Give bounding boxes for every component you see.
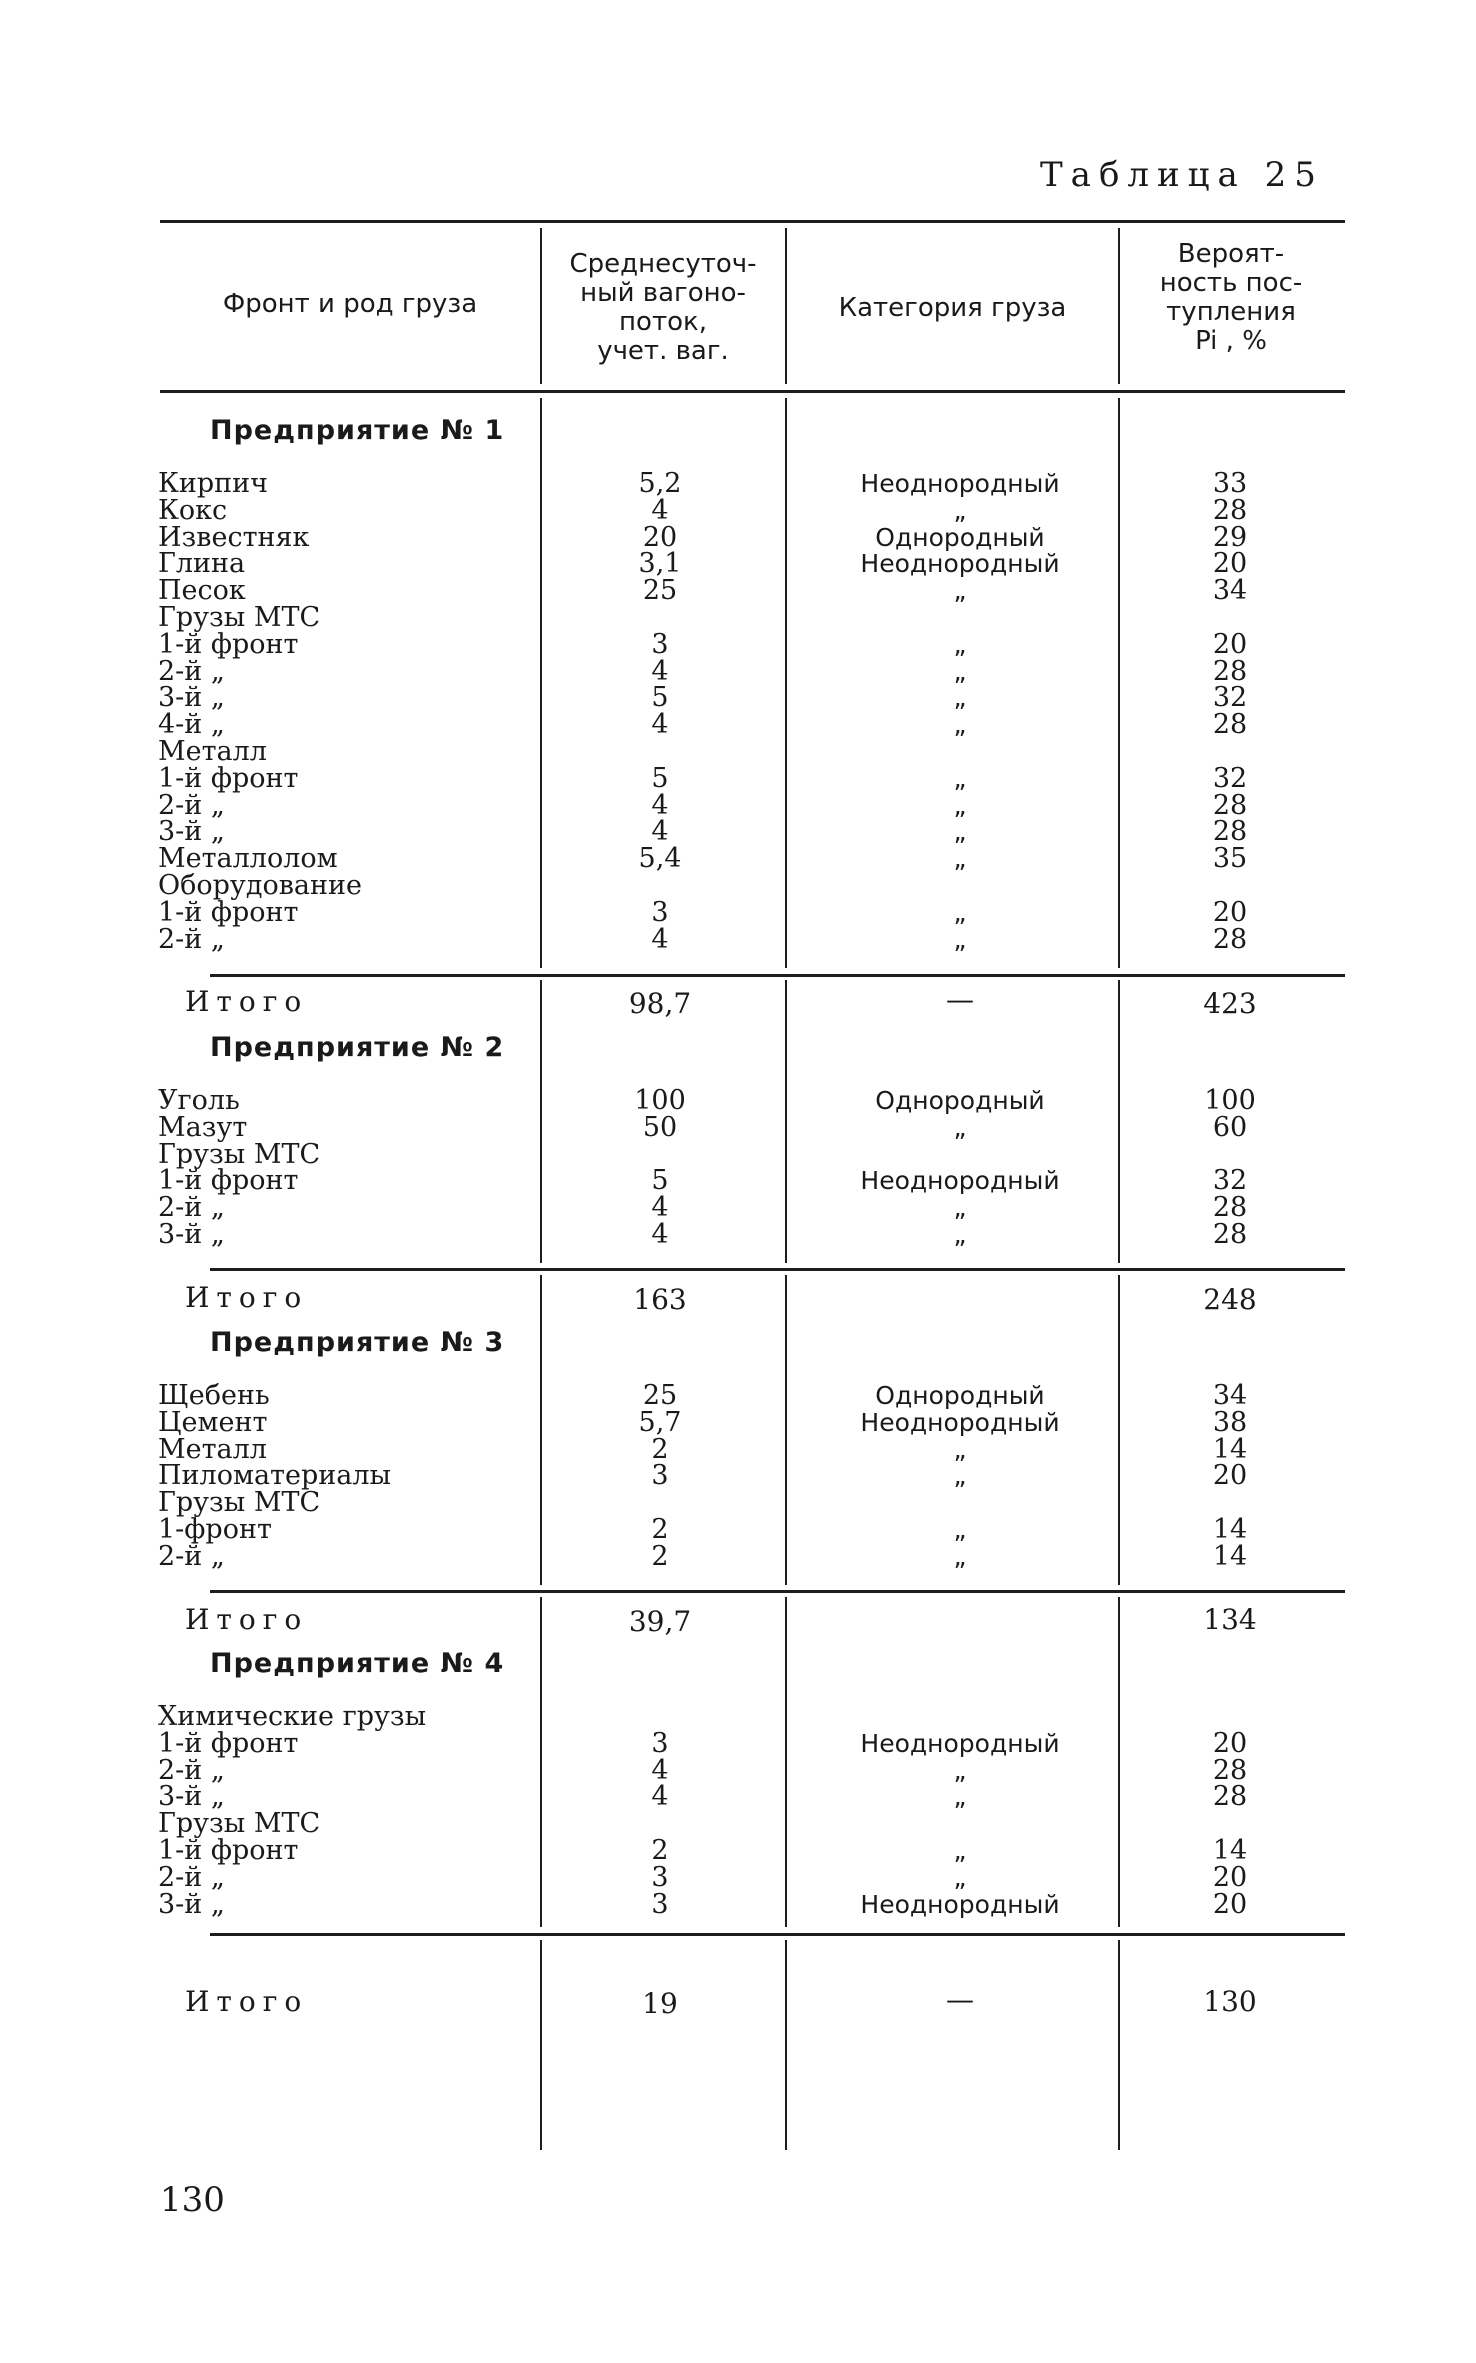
cargo-name: Оборудование (158, 870, 362, 901)
cargo-flow: 4 (651, 923, 669, 955)
table-row (0, 816, 1476, 848)
total-rule-2 (210, 1268, 1345, 1271)
header-flow: Среднесуточ- ный вагоно- поток, учет. ваг. (569, 249, 757, 367)
cargo-probability: 14 (1212, 1835, 1248, 1866)
cargo-category: „ (953, 924, 967, 954)
table-row (0, 1754, 1476, 1786)
table-row (0, 923, 1476, 955)
cargo-probability: 29 (1212, 521, 1248, 553)
table-row (0, 1433, 1476, 1465)
total-label-2: Итого (185, 1281, 309, 1314)
table-row (0, 709, 1476, 741)
total-prob-3: 134 (1203, 1603, 1257, 1636)
enterprise-title-2: Предприятие № 2 (210, 1032, 505, 1063)
cargo-flow: 5,2 (638, 468, 682, 499)
table-row (0, 1727, 1476, 1759)
cargo-probability: 20 (1212, 896, 1248, 928)
cargo-probability: 28 (1212, 816, 1248, 848)
cargo-probability: 28 (1212, 923, 1248, 955)
cargo-category: Однородный (875, 522, 1045, 552)
cargo-name: Глина (158, 548, 246, 580)
body-divider (540, 1940, 542, 2150)
table-row (0, 604, 1476, 631)
table-row (0, 628, 1476, 660)
cargo-category: „ (953, 629, 967, 659)
cargo-category: „ (953, 576, 967, 606)
cargo-name: 1-й фронт (158, 1835, 299, 1866)
table-row (0, 1111, 1476, 1143)
cargo-flow: 2 (651, 1433, 669, 1465)
cargo-name: Уголь (158, 1085, 240, 1116)
cargo-flow: 2 (651, 1514, 669, 1545)
table-row (0, 1516, 1476, 1543)
cargo-name: Цемент (158, 1406, 268, 1438)
cargo-category: Однородный (875, 1086, 1045, 1115)
cargo-name: 1-й фронт (158, 628, 299, 660)
cargo-name: Пиломатериалы (158, 1460, 391, 1492)
table-row (0, 1781, 1476, 1813)
cargo-category: „ (953, 710, 967, 740)
cargo-flow: 4 (651, 789, 669, 821)
cargo-name: 3-й „ (158, 1781, 225, 1813)
cargo-name: Металл (158, 736, 267, 767)
cargo-name: Кирпич (158, 468, 269, 499)
cargo-category: „ (953, 1220, 967, 1249)
cargo-category: Неоднородный (860, 469, 1060, 498)
header-cargo: Фронт и род груза (222, 289, 478, 319)
cargo-flow: 5 (651, 762, 669, 794)
table-row (0, 872, 1476, 899)
cargo-probability: 28 (1212, 655, 1248, 687)
cargo-category: Неоднородный (860, 1166, 1060, 1196)
table-caption: Таблица 25 (1040, 155, 1324, 195)
cargo-probability: 28 (1212, 709, 1248, 741)
cargo-name: 2-й „ (158, 923, 225, 955)
table-row (0, 470, 1476, 497)
cargo-name: 2-й „ (158, 789, 225, 821)
table-row (0, 1165, 1476, 1197)
cargo-category: „ (953, 683, 967, 713)
cargo-category: „ (953, 844, 967, 874)
page-number: 130 (160, 2180, 225, 2220)
total-label-3: Итого (185, 1603, 309, 1636)
cargo-category: „ (953, 790, 967, 820)
cargo-probability: 28 (1212, 1192, 1248, 1224)
table-row (0, 896, 1476, 928)
total-flow-2: 163 (633, 1283, 687, 1316)
header-category: Категория груза (838, 293, 1067, 323)
total-flow-3: 39,7 (628, 1605, 692, 1638)
cargo-flow: 4 (651, 655, 669, 687)
cargo-probability: 28 (1212, 494, 1248, 526)
enterprise-title-4: Предприятие № 4 (210, 1648, 505, 1679)
cargo-flow: 25 (642, 575, 678, 607)
cargo-probability: 28 (1212, 1754, 1248, 1786)
table-row (0, 682, 1476, 714)
table-row (0, 762, 1476, 794)
header-probability: Вероят- ность пос- тупления Pi , % (1159, 239, 1303, 357)
header-divider-2 (785, 228, 787, 384)
cargo-flow: 4 (651, 816, 669, 848)
cargo-category: „ (953, 1782, 967, 1812)
cargo-category: „ (953, 817, 967, 847)
table-row (0, 494, 1476, 526)
cargo-probability: 20 (1212, 1727, 1248, 1759)
table-row (0, 738, 1476, 765)
cargo-flow: 3 (651, 1888, 669, 1920)
cargo-name: 2-й „ (158, 1754, 225, 1786)
table-row (0, 1192, 1476, 1224)
cargo-probability: 28 (1212, 789, 1248, 821)
cargo-flow: 2 (651, 1540, 669, 1572)
header-bottom-rule (160, 390, 1345, 393)
table-row (0, 575, 1476, 607)
cargo-probability: 32 (1212, 682, 1248, 714)
cargo-name: 1-й фронт (158, 896, 299, 928)
cargo-probability: 34 (1212, 575, 1248, 607)
cargo-flow: 25 (642, 1380, 678, 1411)
cargo-probability: 20 (1212, 1861, 1248, 1893)
cargo-flow: 4 (651, 1781, 669, 1813)
cargo-name: Мазут (158, 1111, 248, 1143)
table-row (0, 1808, 1476, 1840)
cargo-flow: 5,7 (638, 1406, 682, 1438)
cargo-flow: 5 (651, 1165, 669, 1197)
cargo-name: 1-й фронт (158, 1165, 299, 1197)
cargo-name: Химические грузы (158, 1701, 427, 1732)
cargo-flow: 50 (642, 1111, 678, 1143)
cargo-name: 3-й „ (158, 682, 225, 714)
cargo-probability: 14 (1212, 1433, 1248, 1465)
table-row (0, 843, 1476, 875)
table-row (0, 1861, 1476, 1893)
cargo-probability: 60 (1212, 1111, 1248, 1143)
cargo-name: 2-й „ (158, 1192, 225, 1224)
cargo-probability: 34 (1212, 1380, 1248, 1411)
cargo-probability: 32 (1212, 1165, 1248, 1197)
table-row (0, 789, 1476, 821)
cargo-category: „ (953, 1862, 967, 1892)
cargo-name: 3-й „ (158, 1888, 225, 1920)
total-label-4: Итого (185, 1985, 309, 2018)
total-category-1: — (946, 983, 974, 1016)
cargo-name: 1-й фронт (158, 1727, 299, 1759)
cargo-flow: 5,4 (638, 843, 682, 875)
body-divider (1118, 1940, 1120, 2150)
total-rule-3 (210, 1590, 1345, 1593)
table-row (0, 1888, 1476, 1920)
cargo-probability: 35 (1212, 843, 1248, 875)
cargo-category: „ (953, 656, 967, 686)
cargo-name: Грузы МТС (158, 1808, 321, 1840)
table-row (0, 1837, 1476, 1864)
table-row (0, 1703, 1476, 1730)
table-row (0, 1382, 1476, 1409)
cargo-name: 1-й фронт (158, 762, 299, 794)
cargo-category: „ (953, 763, 967, 793)
cargo-probability: 100 (1204, 1085, 1256, 1116)
cargo-name: Щебень (158, 1380, 270, 1411)
cargo-category: „ (953, 1461, 967, 1491)
cargo-flow: 4 (651, 1219, 669, 1250)
cargo-flow: 3 (651, 1460, 669, 1492)
total-prob-2: 248 (1203, 1283, 1257, 1316)
cargo-probability: 14 (1212, 1514, 1248, 1545)
table-row (0, 1138, 1476, 1170)
table-row (0, 521, 1476, 553)
cargo-category: „ (953, 1836, 967, 1865)
table-row (0, 1540, 1476, 1572)
table-row (0, 655, 1476, 687)
table-row (0, 1406, 1476, 1438)
cargo-category: „ (953, 897, 967, 927)
cargo-flow: 4 (651, 709, 669, 741)
cargo-flow: 3,1 (638, 548, 682, 580)
cargo-category: „ (953, 495, 967, 525)
cargo-probability: 38 (1212, 1406, 1248, 1438)
cargo-probability: 28 (1212, 1781, 1248, 1813)
cargo-name: Металл (158, 1433, 267, 1465)
cargo-category: Неоднородный (860, 549, 1060, 579)
header-divider-3 (1118, 228, 1120, 384)
cargo-category: Неоднородный (860, 1728, 1060, 1758)
cargo-probability: 20 (1212, 628, 1248, 660)
cargo-name: 3-й „ (158, 1219, 225, 1250)
cargo-category: „ (953, 1755, 967, 1785)
header-divider-1 (540, 228, 542, 384)
cargo-probability: 28 (1212, 1219, 1248, 1250)
cargo-name: 3-й „ (158, 816, 225, 848)
cargo-category: Однородный (875, 1381, 1045, 1410)
table-row (0, 1087, 1476, 1114)
total-category-4: — (946, 1983, 974, 2016)
cargo-name: Металлолом (158, 843, 338, 875)
table-top-rule (160, 220, 1345, 223)
total-flow-1: 98,7 (628, 987, 692, 1020)
enterprise-title-3: Предприятие № 3 (210, 1327, 505, 1358)
cargo-flow: 4 (651, 1754, 669, 1786)
cargo-name: 2-й „ (158, 655, 225, 687)
body-divider (785, 1940, 787, 2150)
cargo-category: „ (953, 1434, 967, 1464)
cargo-flow: 3 (651, 1861, 669, 1893)
cargo-category: „ (953, 1515, 967, 1544)
cargo-name: Грузы МТС (158, 602, 321, 633)
cargo-category: Неоднородный (860, 1407, 1060, 1437)
cargo-name: Песок (158, 575, 246, 607)
table-row (0, 1460, 1476, 1492)
total-prob-4: 130 (1203, 1985, 1257, 2018)
cargo-flow: 5 (651, 682, 669, 714)
cargo-flow: 2 (651, 1835, 669, 1866)
cargo-category: „ (953, 1112, 967, 1142)
cargo-name: Грузы МТС (158, 1487, 321, 1519)
total-rule-1 (210, 974, 1345, 977)
cargo-flow: 4 (651, 494, 669, 526)
cargo-flow: 3 (651, 1727, 669, 1759)
cargo-probability: 20 (1212, 1460, 1248, 1492)
total-label-1: Итого (185, 985, 309, 1018)
cargo-probability: 20 (1212, 1888, 1248, 1920)
cargo-name: 2-й „ (158, 1861, 225, 1893)
total-flow-4: 19 (642, 1987, 678, 2020)
cargo-category: „ (953, 1193, 967, 1223)
cargo-category: Неоднородный (860, 1889, 1060, 1919)
cargo-name: Кокс (158, 494, 228, 526)
cargo-name: 4-й „ (158, 709, 225, 741)
cargo-flow: 4 (651, 1192, 669, 1224)
total-prob-1: 423 (1203, 987, 1257, 1020)
cargo-flow: 3 (651, 896, 669, 928)
cargo-probability: 20 (1212, 548, 1248, 580)
table-row (0, 1487, 1476, 1519)
cargo-name: Грузы МТС (158, 1138, 321, 1170)
cargo-flow: 20 (642, 521, 678, 553)
cargo-name: 1-фронт (158, 1514, 272, 1545)
total-rule-4 (210, 1933, 1345, 1936)
enterprise-title-1: Предприятие № 1 (210, 415, 505, 446)
cargo-probability: 33 (1212, 468, 1248, 499)
table-row (0, 1221, 1476, 1248)
cargo-category: „ (953, 1541, 967, 1571)
cargo-probability: 14 (1212, 1540, 1248, 1572)
table-row (0, 548, 1476, 580)
cargo-name: 2-й „ (158, 1540, 225, 1572)
cargo-probability: 32 (1212, 762, 1248, 794)
cargo-flow: 3 (651, 628, 669, 660)
cargo-name: Известняк (158, 521, 310, 553)
cargo-flow: 100 (634, 1085, 686, 1116)
